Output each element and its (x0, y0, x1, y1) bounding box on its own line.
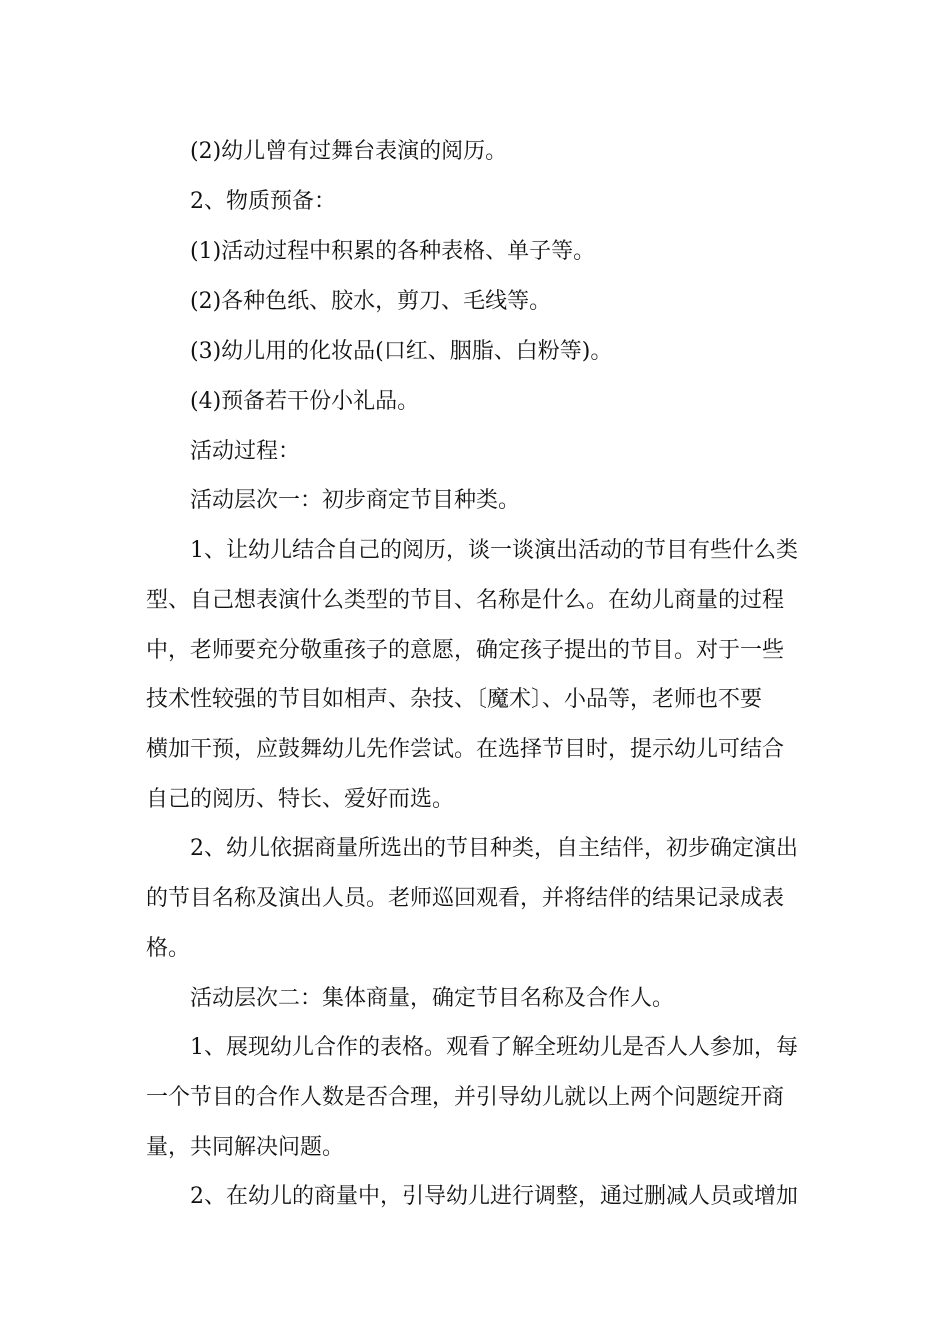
paragraph-line: (3)幼儿用的化妆品(口红、胭脂、白粉等)。 (190, 339, 613, 364)
paragraph-line: (1)活动过程中积累的各种表格、单子等。 (190, 239, 596, 264)
paragraph-line: 自己的阅历、特长、爱好而选。 (146, 787, 455, 812)
paragraph-line: 型、自己想表演什么类型的节目、名称是什么。在幼儿商量的过程 (146, 588, 785, 613)
paragraph-line: 中，老师要充分敬重孩子的意愿，确定孩子提出的节目。对于一些 (146, 638, 785, 663)
section-heading: 活动过程： (190, 439, 301, 464)
paragraph-line: 2、物质预备： (190, 189, 336, 214)
paragraph-line: 2、幼儿依据商量所选出的节目种类，自主结伴，初步确定演出 (190, 836, 798, 861)
paragraph-line: 横加干预，应鼓舞幼儿先作尝试。在选择节目时，提示幼儿可结合 (146, 737, 785, 762)
paragraph-line: 的节目名称及演出人员。老师巡回观看，并将结伴的结果记录成表 (146, 886, 785, 911)
paragraph-line: 1、展现幼儿合作的表格。观看了解全班幼儿是否人人参加，每 (190, 1035, 798, 1060)
paragraph-line: 量，共同解决问题。 (146, 1135, 345, 1160)
paragraph-line: (2)幼儿曾有过舞台表演的阅历。 (190, 139, 508, 164)
paragraph-line: (2)各种色纸、胶水，剪刀、毛线等。 (190, 289, 552, 314)
paragraph-line: 一个节目的合作人数是否合理，并引导幼儿就以上两个问题绽开商 (146, 1085, 785, 1110)
subsection-heading: 活动层次二：集体商量，确定节目名称及合作人。 (190, 986, 675, 1011)
paragraph-line: 技术性较强的节目如相声、杂技、〔魔术〕、小品等，老师也不要 (146, 687, 763, 712)
paragraph-line: 1、让幼儿结合自己的阅历，谈一谈演出活动的节目有些什么类 (190, 538, 798, 563)
paragraph-line: 2、在幼儿的商量中，引导幼儿进行调整，通过删减人员或增加 (190, 1184, 798, 1209)
subsection-heading: 活动层次一：初步商定节目种类。 (190, 488, 521, 513)
paragraph-line: 格。 (146, 936, 191, 961)
paragraph-line: (4)预备若干份小礼品。 (190, 389, 420, 414)
